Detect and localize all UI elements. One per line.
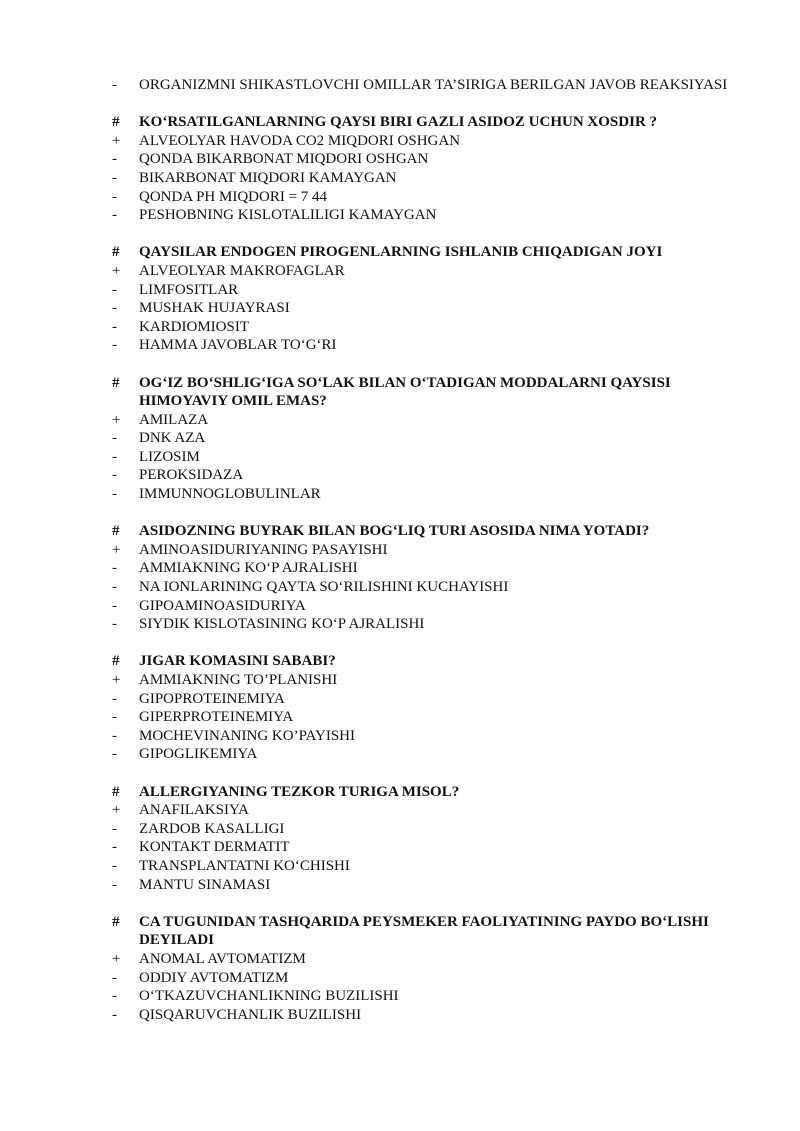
answer-marker: -: [112, 318, 117, 335]
answer-text: GIPOGLIKEMIYA: [139, 746, 258, 763]
answer-marker: -: [112, 467, 117, 484]
answer-text: NA IONLARINING QAYTA SO‘RILISHINI KUCHAYISHI: [139, 579, 509, 596]
question-text: ALLERGIYANING TEZKOR TURIGA MISOL?: [139, 783, 460, 800]
answer-row: [112, 708, 732, 727]
answer-text: ALVEOLYAR MAKROFAGLAR: [139, 262, 345, 279]
question-row: [112, 522, 732, 541]
question-block: [112, 913, 732, 1025]
answer-text: ALVEOLYAR HAVODA CO2 MIQDORI OSHGAN: [139, 132, 461, 149]
answer-marker: -: [112, 281, 117, 298]
answer-row: [112, 801, 732, 820]
answer-text: AMMIAKNING TO’PLANISHI: [139, 672, 338, 688]
answer-row: [112, 559, 732, 578]
answer-row: [112, 466, 732, 485]
answer-text: GIPOPROTEINEMIYA: [139, 690, 285, 707]
answer-marker: -: [112, 746, 117, 763]
answer-marker: -: [112, 300, 117, 317]
answer-marker: +: [112, 672, 121, 688]
question-marker: #: [112, 114, 120, 131]
answer-row: [112, 485, 732, 504]
answer-marker: -: [112, 188, 117, 205]
answer-text: KARDIOMIOSIT: [139, 318, 249, 335]
answer-marker: +: [112, 541, 121, 558]
answer-row: [112, 950, 732, 969]
answer-marker: -: [112, 169, 117, 186]
leading-answer-block: [112, 76, 732, 95]
answer-text: KONTAKT DERMATIT: [139, 839, 290, 856]
question-row: [112, 913, 732, 950]
question-marker: #: [112, 523, 120, 540]
answer-text: ODDIY AVTOMATIZM: [139, 969, 289, 986]
answer-text: DNK AZA: [139, 430, 206, 447]
answer-row: [112, 541, 732, 560]
answer-row: [112, 150, 732, 169]
answer-marker: -: [112, 337, 117, 354]
question-text: JIGAR KOMASINI SABABI?: [139, 653, 336, 670]
answer-text: AMINOASIDURIYANING PASAYISHI: [139, 541, 388, 558]
answer-text: HAMMA JAVOBLAR TO‘G‘RI: [139, 337, 337, 354]
question-text: CA TUGUNIDAN TASHQARIDA PEYSMEKER FAOLIYATINING PAYDO BO‘LISHI DEYILADI: [139, 913, 709, 949]
question-text: ASIDOZNING BUYRAK BILAN BOG‘LIQ TURI ASOSIDA NIMA YOTADI?: [139, 523, 650, 540]
answer-text: GIPERPROTEINEMIYA: [139, 709, 294, 726]
answer-row: [112, 299, 732, 318]
answer-marker: -: [112, 969, 117, 986]
answer-text: ANOMAL AVTOMATIZM: [139, 950, 306, 967]
answer-text: ANAFILAKSIYA: [139, 802, 250, 819]
document-content: [112, 76, 732, 1043]
answer-text: AMMIAKNING KO‘P AJRALISHI: [139, 560, 358, 577]
question-block: [112, 374, 732, 504]
answer-row: [112, 838, 732, 857]
question-block: [112, 113, 732, 225]
answer-marker: -: [112, 151, 117, 168]
question-block: [112, 243, 732, 355]
answer-text: QONDA PH MIQDORI = 7 44: [139, 188, 328, 205]
question-marker: #: [112, 913, 120, 930]
answer-row: [112, 987, 732, 1006]
answer-marker: -: [112, 448, 117, 465]
answer-row: [112, 597, 732, 616]
answer-row: [112, 857, 732, 876]
answer-text: TRANSPLANTATNI KO‘CHISHI: [139, 857, 350, 874]
answer-text: IMMUNNOGLOBULINLAR: [139, 486, 321, 503]
answer-row: [112, 671, 732, 690]
answer-marker: -: [112, 820, 117, 837]
answer-marker: +: [112, 262, 121, 279]
question-text: QAYSILAR ENDOGEN PIROGENLARNING ISHLANIB CHIQADIGAN JOYI: [139, 244, 663, 261]
answer-marker: -: [112, 857, 117, 874]
answer-text: MUSHAK HUJAYRASI: [139, 300, 290, 317]
question-text: KO‘RSATILGANLARNING QAYSI BIRI GAZLI ASIDOZ UCHUN XOSDIR ?: [139, 114, 658, 131]
answer-text: O‘TKAZUVCHANLIKNING BUZILISHI: [139, 988, 399, 1005]
answer-text: GIPOAMINOASIDURIYA: [139, 597, 306, 614]
question-marker: #: [112, 653, 120, 670]
answer-row: [112, 281, 732, 300]
question-text: OG‘IZ BO‘SHLIG‘IGA SO‘LAK BILAN O‘TADIGAN MODDALARNI QAYSISI HIMOYAVIY OMIL EMAS?: [139, 374, 671, 410]
question-marker: #: [112, 244, 120, 261]
answer-marker: -: [112, 876, 117, 893]
answer-marker: +: [112, 132, 121, 149]
answer-text: LIZOSIM: [139, 448, 200, 465]
answer-text: PESHOBNING KISLOTALILIGI KAMAYGAN: [139, 207, 437, 224]
answer-row: [112, 690, 732, 709]
answer-marker: -: [112, 486, 117, 503]
answer-row: [112, 745, 732, 764]
question-block: [112, 652, 732, 764]
answer-marker: -: [112, 560, 117, 577]
answer-text: QONDA BIKARBONAT MIQDORI OSHGAN: [139, 151, 429, 168]
question-row: [112, 243, 732, 262]
answer-marker: +: [112, 802, 121, 819]
question-marker: #: [112, 374, 120, 391]
answer-row: [112, 727, 732, 746]
answer-row: [112, 1006, 732, 1025]
answer-row: [112, 411, 732, 430]
answer-row: [112, 318, 732, 337]
answer-marker: -: [112, 1006, 117, 1023]
answer-row: [112, 336, 732, 355]
answer-marker: -: [112, 207, 117, 224]
question-block: [112, 783, 732, 895]
answer-marker: -: [112, 709, 117, 726]
answer-row: [112, 578, 732, 597]
answer-row: [112, 76, 732, 95]
answer-row: [112, 132, 732, 151]
answer-row: [112, 448, 732, 467]
answer-marker: +: [112, 950, 121, 967]
answer-row: [112, 169, 732, 188]
question-row: [112, 652, 732, 671]
answer-text: QISQARUVCHANLIK BUZILISHI: [139, 1006, 362, 1023]
answer-row: [112, 262, 732, 281]
answer-text: SIYDIK KISLOTASINING KO‘P AJRALISHI: [139, 616, 425, 633]
answer-text: PEROKSIDAZA: [139, 467, 244, 484]
answer-row: [112, 969, 732, 988]
answer-text: MANTU SINAMASI: [139, 876, 271, 893]
answer-marker: -: [112, 77, 117, 93]
question-marker: #: [112, 783, 120, 800]
answer-row: [112, 820, 732, 839]
question-row: [112, 113, 732, 132]
answer-marker: -: [112, 988, 117, 1005]
answer-marker: -: [112, 727, 117, 744]
answer-marker: -: [112, 579, 117, 596]
answer-row: [112, 188, 732, 207]
answer-row: [112, 429, 732, 448]
answer-row: [112, 876, 732, 895]
answer-text: MOCHEVINANING KO’PAYISHI: [139, 727, 355, 744]
answer-marker: -: [112, 616, 117, 633]
question-row: [112, 374, 732, 411]
answer-text: AMILAZA: [139, 411, 209, 428]
answer-marker: -: [112, 430, 117, 447]
answer-text: LIMFOSITLAR: [139, 281, 239, 298]
answer-marker: -: [112, 597, 117, 614]
answer-text: BIKARBONAT MIQDORI KAMAYGAN: [139, 169, 397, 186]
answer-marker: -: [112, 690, 117, 707]
answer-text: ORGANIZMNI SHIKASTLOVCHI OMILLAR TA’SIRIGA BERILGAN JAVOB REAKSIYASI: [139, 77, 728, 93]
answer-text: ZARDOB KASALLIGI: [139, 820, 285, 837]
question-block: [112, 522, 732, 634]
question-row: [112, 783, 732, 802]
answer-row: [112, 615, 732, 634]
answer-marker: -: [112, 839, 117, 856]
answer-row: [112, 206, 732, 225]
answer-marker: +: [112, 411, 121, 428]
